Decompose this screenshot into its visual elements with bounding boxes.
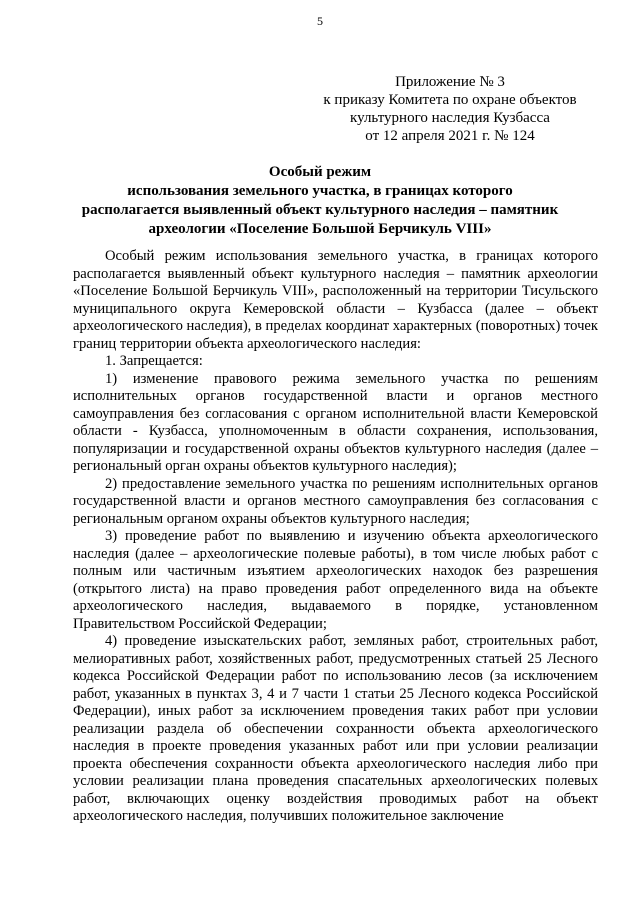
title-line-2: использования земельного участка, в границах которого <box>127 183 513 199</box>
section-1-heading: 1. Запрещается: <box>105 353 203 369</box>
appendix-order-date: от 12 апреля 2021 г. № 124 <box>365 128 535 144</box>
prohibition-item-1: 1) изменение правового режима земельного участка по решениям исполнительных органов государственной власти и органов местного самоуправления без согласования с органом исполнительной власти Кемеровской области - Кузбасса, уполномоченным в области сохранения, использования, популяризации и государственной охраны объектов культурного наследия (далее – региональный орган охраны объектов культурного наследия); <box>73 370 598 474</box>
appendix-committee: культурного наследия Кузбасса <box>350 110 550 126</box>
appendix-order-ref: к приказу Комитета по охране объектов <box>323 92 577 108</box>
title-line-1: Особый режим <box>268 164 372 180</box>
prohibition-item-4: 4) проведение изыскательских работ, земляных работ, строительных работ, мелиоративных работ, хозяйственных работ, предусмотренных статьей 25 Лесного кодекса Российской Федерации работ по использованию лесов (за исключением работ, указанных в пунктах 3, 4 и 7 части 1 статьи 25 Лесного кодекса Российской Федерации), иных работ за исключением проведения таких работ при условии реализации раздела об обеспечении сохранности объекта археологического наследия в проекте проведения указанных работ или при условии реализации проекта обеспечения сохранности объекта археологического наследия либо при условии реализации плана проведения спасательных археологических полевых работ, включающих оценку воздействия проводимых работ на объект археологического наследия, получивших положительное заключение <box>73 633 598 824</box>
document-title <box>40 163 600 239</box>
appendix-header <box>300 73 600 145</box>
title-line-3: располагается выявленный объект культурного наследия – памятник <box>81 202 559 218</box>
title-line-4: археологии «Поселение Большой Берчикуль VIII» <box>148 221 492 237</box>
appendix-number: Приложение № 3 <box>395 74 505 90</box>
page-number: 5 <box>317 14 323 28</box>
prohibition-item-2: 2) предоставление земельного участка по решениям исполнительных органов государственной власти и органов местного самоуправления без согласования с региональным органом охраны объектов культурного наследия; <box>73 475 598 527</box>
intro-paragraph: Особый режим использования земельного участка, в границах которого располагается выявленный объект культурного наследия – памятник археологии «Поселение Большой Берчикуль VIII», расположенный на территории Тисульского муниципального округа Кемеровской области – Кузбасса (далее – объект археологического наследия), в пределах координат характерных (поворотных) точек границ территории объекта археологического наследия: <box>73 248 598 352</box>
document-body <box>73 248 598 826</box>
prohibition-item-3: 3) проведение работ по выявлению и изучению объекта археологического наследия (далее – археологические полевые работы), в том числе любых работ с полным или частичным изъятием археологических находок без разрешения (открытого листа) на право проведения работ определенного вида на объекте археологического наследия, выдаваемого в порядке, установленном Правительством Российской Федерации; <box>73 528 598 632</box>
